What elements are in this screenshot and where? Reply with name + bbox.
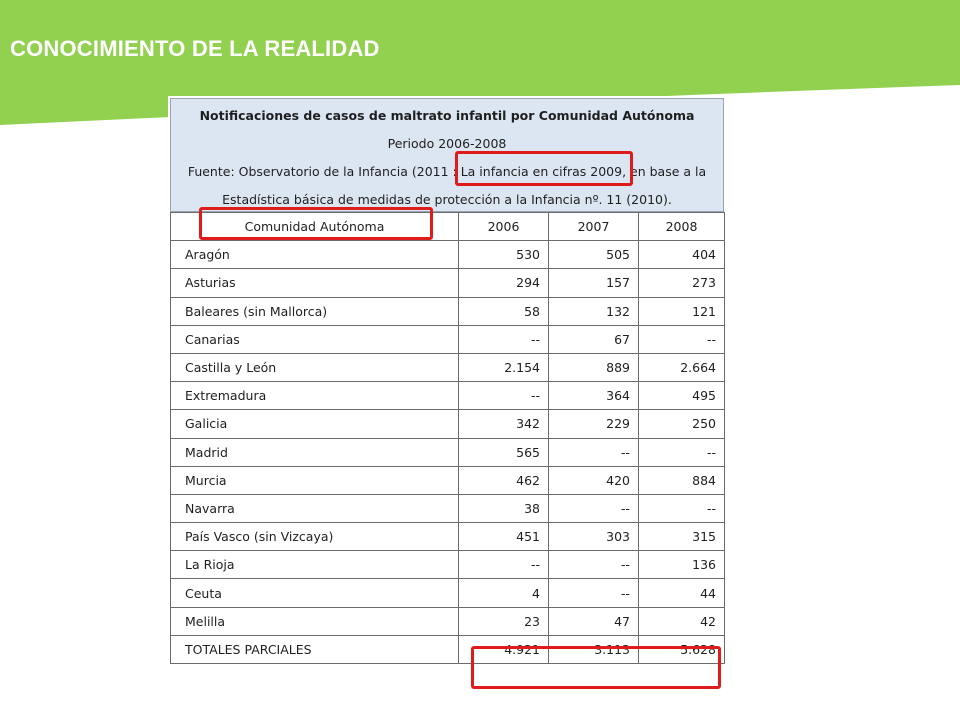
- value-cell: 889: [549, 353, 639, 381]
- region-name-cell: Ceuta: [171, 579, 459, 607]
- region-name-cell: Aragón: [171, 241, 459, 269]
- region-name-cell: TOTALES PARCIALES: [171, 635, 459, 663]
- table-caption-title: Notificaciones de casos de maltrato infantil por Comunidad Autónoma: [199, 108, 695, 123]
- table-body: [171, 241, 725, 664]
- region-name-cell: Navarra: [171, 494, 459, 522]
- value-cell: --: [549, 438, 639, 466]
- value-cell: 132: [549, 297, 639, 325]
- value-cell: 2.154: [459, 353, 549, 381]
- value-cell: --: [549, 579, 639, 607]
- table-row: [171, 579, 725, 607]
- column-header-year: 2006: [459, 213, 549, 241]
- table-row: [171, 551, 725, 579]
- table-row: [171, 494, 725, 522]
- value-cell: 315: [639, 523, 725, 551]
- value-cell: 4.921: [459, 635, 549, 663]
- value-cell: 462: [459, 466, 549, 494]
- value-cell: 294: [459, 269, 549, 297]
- region-name-cell: Baleares (sin Mallorca): [171, 297, 459, 325]
- region-name-cell: Asturias: [171, 269, 459, 297]
- value-cell: 23: [459, 607, 549, 635]
- value-cell: 451: [459, 523, 549, 551]
- value-cell: 404: [639, 241, 725, 269]
- value-cell: 250: [639, 410, 725, 438]
- value-cell: 38: [459, 494, 549, 522]
- value-cell: 2.664: [639, 353, 725, 381]
- table-row: [171, 241, 725, 269]
- value-cell: 229: [549, 410, 639, 438]
- table-caption: [170, 98, 724, 212]
- value-cell: --: [549, 551, 639, 579]
- table-row: [171, 297, 725, 325]
- value-cell: --: [639, 438, 725, 466]
- table-row: [171, 325, 725, 353]
- value-cell: 44: [639, 579, 725, 607]
- table-caption-source-line1: Fuente: Observatorio de la Infancia (2011 : La infancia en cifras 2009, en base a la: [187, 164, 707, 179]
- table-row: [171, 607, 725, 635]
- value-cell: 342: [459, 410, 549, 438]
- value-cell: 121: [639, 297, 725, 325]
- table-row: [171, 466, 725, 494]
- table-row: [171, 269, 725, 297]
- table-caption-period: Periodo 2006-2008: [387, 136, 507, 151]
- region-name-cell: Galicia: [171, 410, 459, 438]
- value-cell: 5.628: [639, 635, 725, 663]
- value-cell: 303: [549, 523, 639, 551]
- value-cell: --: [459, 551, 549, 579]
- value-cell: 157: [549, 269, 639, 297]
- table-row: [171, 438, 725, 466]
- table-caption-source-line2: Estadística básica de medidas de protección a la Infancia nº. 11 (2010).: [222, 192, 672, 207]
- region-name-cell: Murcia: [171, 466, 459, 494]
- region-name-cell: La Rioja: [171, 551, 459, 579]
- value-cell: --: [549, 494, 639, 522]
- value-cell: 364: [549, 382, 639, 410]
- region-name-cell: País Vasco (sin Vizcaya): [171, 523, 459, 551]
- region-name-cell: Canarias: [171, 325, 459, 353]
- value-cell: 4: [459, 579, 549, 607]
- value-cell: 273: [639, 269, 725, 297]
- table-row: [171, 382, 725, 410]
- table-row: [171, 523, 725, 551]
- value-cell: 47: [549, 607, 639, 635]
- region-name-cell: Castilla y León: [171, 353, 459, 381]
- column-header-year: 2008: [639, 213, 725, 241]
- column-header-year: 2007: [549, 213, 639, 241]
- table-row: [171, 353, 725, 381]
- table-image: [168, 96, 728, 686]
- value-cell: 884: [639, 466, 725, 494]
- value-cell: --: [459, 382, 549, 410]
- totals-row: [171, 635, 725, 663]
- table-row: [171, 410, 725, 438]
- region-name-cell: Extremadura: [171, 382, 459, 410]
- value-cell: 505: [549, 241, 639, 269]
- region-name-cell: Melilla: [171, 607, 459, 635]
- slide-title: CONOCIMIENTO DE LA REALIDAD: [10, 36, 380, 61]
- value-cell: 3.113: [549, 635, 639, 663]
- value-cell: --: [639, 494, 725, 522]
- value-cell: --: [459, 325, 549, 353]
- value-cell: --: [639, 325, 725, 353]
- table-header-row: [171, 213, 725, 241]
- value-cell: 420: [549, 466, 639, 494]
- value-cell: 136: [639, 551, 725, 579]
- data-table: [170, 212, 725, 664]
- value-cell: 565: [459, 438, 549, 466]
- column-header-comunidad: Comunidad Autónoma: [171, 213, 459, 241]
- value-cell: 67: [549, 325, 639, 353]
- value-cell: 530: [459, 241, 549, 269]
- value-cell: 42: [639, 607, 725, 635]
- value-cell: 58: [459, 297, 549, 325]
- region-name-cell: Madrid: [171, 438, 459, 466]
- value-cell: 495: [639, 382, 725, 410]
